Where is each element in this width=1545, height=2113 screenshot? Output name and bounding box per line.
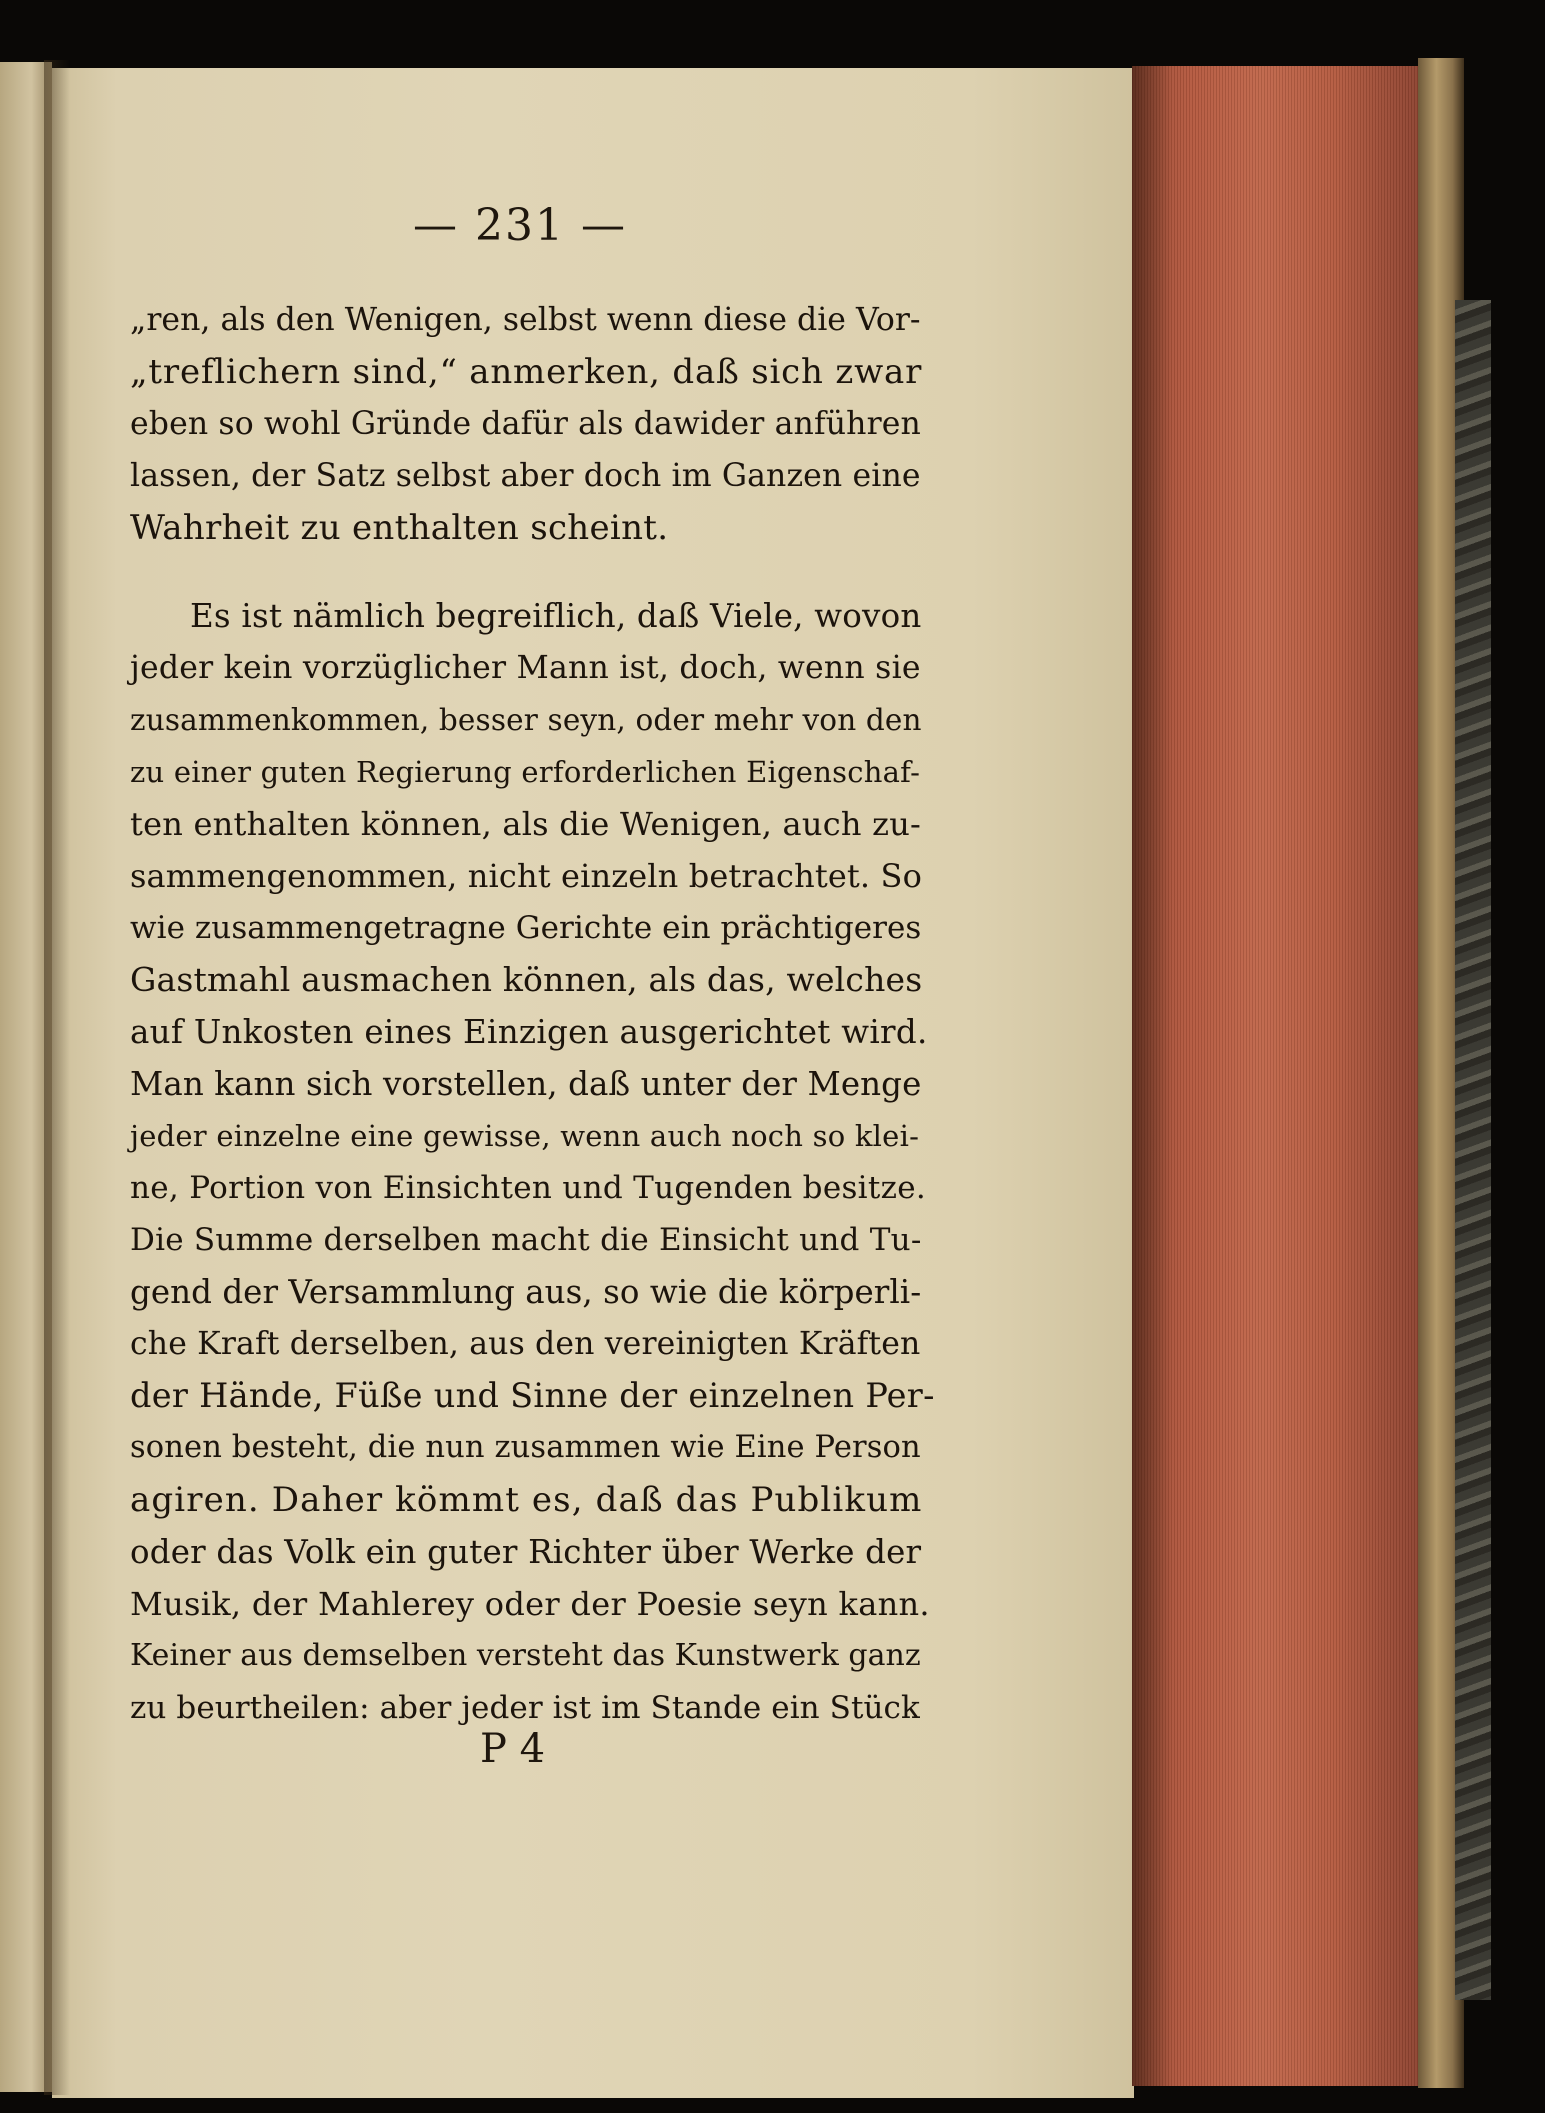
page-number-header: — 231 —	[413, 200, 627, 251]
page-edge-shadow	[1132, 66, 1172, 2086]
marbled-cover-board	[1455, 300, 1491, 2000]
text-line: wie zusammengetragne Gerichte ein prächtigeres	[130, 910, 922, 946]
text-line: zusammenkommen, besser seyn, oder mehr von den	[130, 703, 922, 737]
signature-mark: P 4	[480, 1726, 546, 1772]
text-line: „treflichern sind,“ anmerken, daß sich zwar	[130, 352, 923, 392]
text-line-paragraph-start: Es ist nämlich begreiflich, daß Viele, wovon	[190, 597, 922, 635]
text-line: zu beurtheilen: aber jeder ist im Stande ein Stück	[130, 1690, 920, 1726]
text-line: jeder einzelne eine gewisse, wenn auch noch so klei-	[130, 1119, 920, 1153]
text-line: der Hände, Füße und Sinne der einzelnen Per-	[130, 1376, 935, 1415]
text-line: Gastmahl ausmachen können, als das, welches	[130, 960, 923, 999]
text-line: Man kann sich vorstellen, daß unter der Menge	[130, 1065, 922, 1103]
text-line: jeder kein vorzüglicher Mann ist, doch, wenn sie	[130, 650, 921, 686]
text-line: ten enthalten können, als die Wenigen, auch zu-	[130, 805, 922, 843]
text-line: eben so wohl Gründe dafür als dawider anführen	[130, 406, 921, 442]
text-line: agiren. Daher kömmt es, daß das Publikum	[130, 1480, 923, 1520]
text-line: sonen besteht, die nun zusammen wie Eine Person	[130, 1430, 921, 1465]
text-line: Musik, der Mahlerey oder der Poesie seyn kann.	[130, 1585, 930, 1623]
text-line: auf Unkosten eines Einzigen ausgerichtet wird.	[130, 1013, 928, 1051]
text-line: lassen, der Satz selbst aber doch im Ganzen eine	[130, 458, 921, 494]
text-line: Wahrheit zu enthalten scheint.	[130, 508, 669, 548]
text-line: gend der Versammlung aus, so wie die körperli-	[130, 1273, 922, 1311]
text-line: Die Summe derselben macht die Einsicht und Tu-	[130, 1222, 922, 1258]
gutter-shadow	[44, 60, 70, 2095]
text-line: „ren, als den Wenigen, selbst wenn diese die Vor-	[130, 302, 921, 338]
red-page-edges	[1132, 66, 1418, 2086]
text-line: Keiner aus demselben versteht das Kunstwerk ganz	[130, 1638, 921, 1673]
text-line: che Kraft derselben, aus den vereinigten Kräften	[130, 1326, 921, 1362]
text-line: oder das Volk ein guter Richter über Werke der	[130, 1533, 922, 1571]
text-line: zu einer guten Regierung erforderlichen Eigenschaf-	[130, 755, 921, 789]
text-line: ne, Portion von Einsichten und Tugenden besitze.	[130, 1170, 927, 1206]
text-line: sammengenommen, nicht einzeln betrachtet. So	[130, 857, 922, 895]
